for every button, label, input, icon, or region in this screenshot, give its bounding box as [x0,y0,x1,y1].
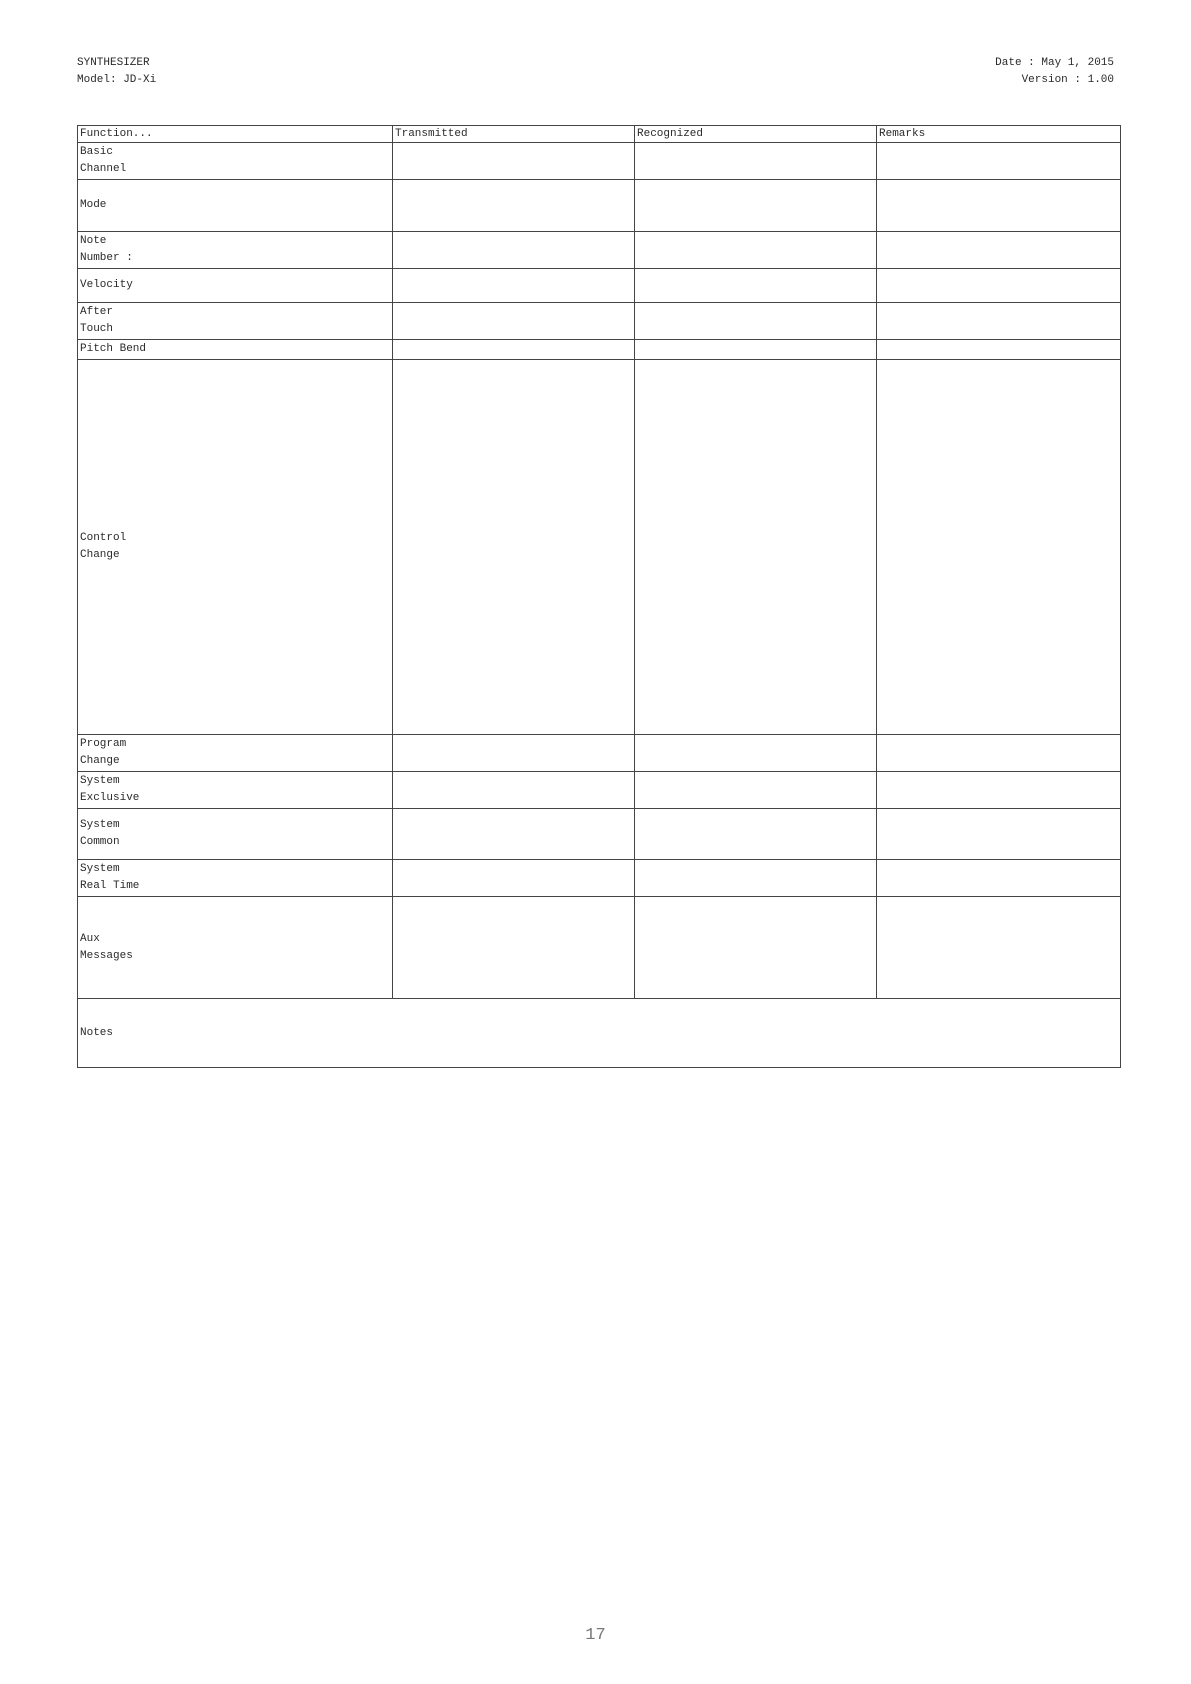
notes-cell: Notes [78,999,1121,1068]
remarks-cell [877,143,1121,180]
table-row-aux-messages [78,897,1121,999]
recognized-cell [635,772,877,809]
row-label: After Touch [78,303,393,340]
table-row-program-change [78,735,1121,772]
row-label: Aux Messages [78,897,393,999]
row-label: Velocity [78,269,393,303]
column-header-function: Function... [78,126,393,143]
transmitted-cell [393,860,635,897]
remarks-cell [877,303,1121,340]
remarks-cell [877,180,1121,232]
row-label: Pitch Bend [78,340,393,360]
table-row-mode [78,180,1121,232]
header-model: Model: JD-Xi [77,74,157,86]
midi-implementation-chart [77,125,1121,1068]
remarks-cell [877,735,1121,772]
recognized-cell [635,143,877,180]
document-header-right [995,55,1114,89]
transmitted-cell [393,772,635,809]
transmitted-cell [393,232,635,269]
recognized-cell [635,860,877,897]
remarks-cell [877,340,1121,360]
recognized-cell [635,897,877,999]
row-label: Mode [78,180,393,232]
header-version: Version : 1.00 [1021,74,1114,86]
table-header-row [78,126,1121,143]
recognized-cell [635,735,877,772]
transmitted-cell [393,897,635,999]
transmitted-cell [393,809,635,860]
table-row-control-change [78,360,1121,735]
table-row-after-touch [78,303,1121,340]
row-label: Program Change [78,735,393,772]
remarks-cell [877,809,1121,860]
row-label: System Real Time [78,860,393,897]
transmitted-cell [393,269,635,303]
remarks-cell [877,897,1121,999]
table-row-basic-channel [78,143,1121,180]
row-label: Control Change [78,360,393,735]
remarks-cell [877,232,1121,269]
recognized-cell [635,232,877,269]
table-row-velocity [78,269,1121,303]
table-row-system-real-time [78,860,1121,897]
row-label: System Exclusive [78,772,393,809]
recognized-cell [635,340,877,360]
transmitted-cell [393,360,635,735]
table-row-system-exclusive [78,772,1121,809]
column-header-recognized: Recognized [635,126,877,143]
recognized-cell [635,809,877,860]
column-header-transmitted: Transmitted [393,126,635,143]
transmitted-cell [393,735,635,772]
transmitted-cell [393,303,635,340]
table-row-note-number [78,232,1121,269]
recognized-cell [635,303,877,340]
recognized-cell [635,180,877,232]
page-number: 17 [585,1626,606,1645]
table-row-pitch-bend [78,340,1121,360]
header-category: SYNTHESIZER [77,57,150,69]
remarks-cell [877,860,1121,897]
document-header-left [77,55,156,89]
recognized-cell [635,360,877,735]
row-label: Basic Channel [78,143,393,180]
column-header-remarks: Remarks [877,126,1121,143]
remarks-cell [877,772,1121,809]
remarks-cell [877,269,1121,303]
remarks-cell [877,360,1121,735]
table-row-notes [78,999,1121,1068]
transmitted-cell [393,143,635,180]
header-date: Date : May 1, 2015 [995,57,1114,69]
transmitted-cell [393,180,635,232]
transmitted-cell [393,340,635,360]
table-row-system-common [78,809,1121,860]
recognized-cell [635,269,877,303]
row-label: Note Number : [78,232,393,269]
row-label: System Common [78,809,393,860]
